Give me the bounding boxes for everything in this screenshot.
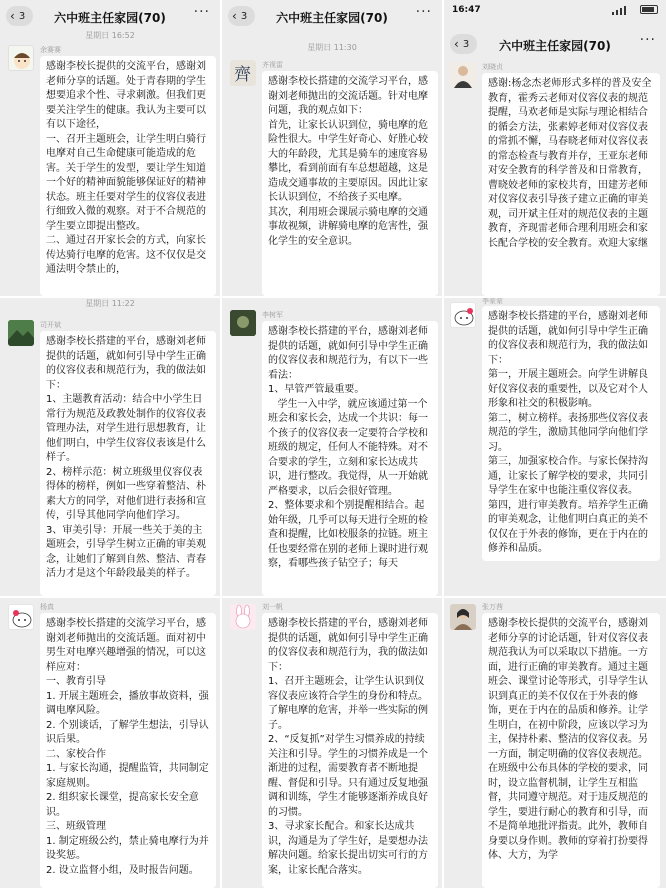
chat-panel-4 [0,298,220,596]
avatar[interactable] [230,310,256,336]
chat-panel-9 [444,598,666,888]
avatar[interactable] [8,604,34,630]
avatar[interactable] [8,45,34,71]
unread-badge: 3 [462,38,470,50]
sender-name: 刘一帆 [262,603,283,611]
avatar-photo-icon [230,310,256,336]
battery-icon [640,5,658,14]
message-bubble[interactable]: 感谢李校长搭建的交流学习平台，感谢刘老师抛出的交流话题。面对初中男生对电摩兴趣增强的情况，可以这样应对： 一、教育引导 1. 开展主题班会，播放事故资料，强调电摩风险。 2. 个别谈话，了解学生想法，引导认识后果。 二、家校合作 1. 与家长沟通，提醒监管，共同制定家庭规则。 2. 组织家长课堂，提高家长安全意识。 三、班级管理 1. 制定班级公约，禁止骑电摩行为并设奖惩。 2. 设立监督小组，及时报告问题。 [40,613,216,888]
chat-title: 六中班主任家园(70) [276,11,388,25]
sender-name: 张万茜 [482,603,503,611]
chevron-left-icon: ‹ [454,37,459,51]
chat-panel-1 [0,0,220,296]
chat-panel-6 [444,298,666,596]
avatar[interactable] [230,60,256,86]
more-icon[interactable]: ··· [193,4,210,20]
avatar[interactable] [450,62,476,88]
signal-icon [612,6,630,15]
timestamp: 星期日 11:30 [307,43,357,52]
message-bubble[interactable]: 感谢李校长提供的交流平台，感谢刘老师分享的讨论话题，针对仪容仪表规范我认为可以采取以下措施。一方面，进行正确的审美教育。通过主题班会、课堂讨论等形式，引导学生认识到真正的美不仅仅在于外表的修饰，更在于内在的品质和修养。让学生明白，在初中阶段，应该以学习为主，保持朴素、整洁的仪容仪表。另一方面，制定明确的仪容仪表规范。在班级中公布具体的学校的要求，同时，设立监督机制，让学生互相监督，共同遵守规范。对于违反规范的学生，要进行耐心的教育和引导，而不是简单地批评指责。此外，教师自身要以身作则。教师的穿着打扮要得体、大方，为学 [482,613,660,888]
status-bar [444,0,666,20]
message-bubble[interactable]: 感谢李校长提供的交流平台，感谢刘老师分享的话题。处于青春期的学生想要追求个性、寻求刺激。但我们更要关注学生的健康。我认为主要可以有以下途径， 一、召开主题班会，让学生明白骑行电摩对自己生命健康可能造成的危害。关于学生的发型，要让学生知道一个好的精神面貌能够保证好的精神状态。班主任要对学生的仪容仪表进行细致入微的观察。对于不合规范的学生要立即提出整改。 二、通过召开家长会的方式，向家长传达骑行电摩的危害。这不仅仅是交通法明令禁止的， [40,56,216,296]
sender-name: 齐视雷 [262,61,283,69]
message-bubble[interactable]: 感谢李校长搭建的交流学习平台，感谢刘老师抛出的交流话题。针对电摩问题，我的观点如下： 首先，让家长认识到位，骑电摩的危险性很大。中学生好奇心、好胜心较大的年龄段，尤其是骑车的速度容易攀比，看到前面有车总想超越，这是造成交通事故的主要原因。因此让家长认识到位，不给孩子买电摩。 其次，利用班会课展示骑电摩的交通事故视频，讲解骑电摩的危害性，强化学生的安全意识。 [262,71,438,296]
avatar-portrait-icon [450,604,476,630]
timestamp: 星期日 16:52 [85,31,135,40]
unread-badge: 3 [18,10,26,22]
avatar-bunny-icon [230,604,256,630]
sender-name: 刘晓贞 [482,63,503,71]
chat-header [444,20,666,56]
avatar-calligraphy-icon [230,60,256,86]
message-bubble[interactable]: 感谢李校长搭建的平台，感谢刘老师提供的话题，就如何引导中学生正确的仪容仪表和规范行为，我的做法如下： 第一，开展主题班会。向学生讲解良好仪容仪表的重要性，以及它对个人形象和社交的积极影响。 第二，树立榜样。表扬那些仪容仪表规范的学生，激励其他同学向他们学习。 第三，加强家校合作。与家长保持沟通，让家长了解学校的要求，共同引导学生在家中也能注重仪容仪表。 第四，进行审美教育。培养学生正确的审美观念，让他们明白真正的美不仅仅在于外表的修饰，更在于内在的修养和品质。 [482,306,660,561]
message-bubble[interactable]: 感谢李校长搭建的平台，感谢刘老师提供的话题，就如何引导中学生正确的仪容仪表和规范行为，我的做法如下： 1、召开主题班会，让学生认识到仪容仪表应该符合学生的身份和特点。了解电摩的危害，并举一些实际的例子。 2、“反复抓”对学生习惯养成的持续关注和引导。学生的习惯养成是一个渐进的过程，需要教育者不断地提醒、督促和引导。只有通过反复地强调和训练，学生才能够逐渐养成良好的习惯。 3、寻求家长配合。和家长达成共识，沟通是为了学生好，是要想办法解决问题。给家长提出切实可行的方案，让家长配合落实。 [262,613,438,888]
more-icon[interactable]: ··· [639,32,656,48]
message-bubble[interactable]: 感谢李校长搭建的平台，感谢刘老师提供的话题，就如何引导中学生正确的仪容仪表和规范行为，我的做法如下： 1、主题教育活动：结合中小学生日常行为规范及政教处制作的仪容仪表管理办法，对学生进行思想教育，让他们明白，中学生仪容仪表该是什么样子。 2、榜样示范：树立班级里仪容仪表得体的榜样，例如一些穿着整洁、朴素大方的同学，对他们进行表扬和宣传，引导其他同学向他们学习。 3、审美引导：开展一些关于美的主题班会，引导学生树立正确的审美观念，让她们了解到自然、整洁、青春活力才是这个年龄段最美的样子。 [40,331,216,596]
chat-title: 六中班主任家园(70) [54,11,166,25]
chevron-left-icon: ‹ [10,9,15,23]
sender-name: 杨真 [40,603,54,611]
sender-name: 李树军 [262,311,283,319]
message-bubble[interactable]: 感谢:杨念杰老师形式多样的普及安全教育，霍秀云老师对仪容仪表的规范提醒，马欢老师是实际与理论相结合的循会方法，张素婷老师对仪容仪表的常抓不懈，马春晓老师对仪容仪表的常态检查与教育并存，王亚东老师对安全教育的科学普及和日常教育，曹晓姣老师的家校共育，田建芳老师对仪容仪表引导孩子建立正确的审美观，司开斌主任对的规范仪表的主题教育，齐现雷老师合理利用班会和家长配合学校的安全教育。欢迎大家继 [482,73,660,296]
chat-panel-8 [222,598,442,888]
chat-panel-5 [222,298,442,596]
status-time: 16:47 [452,5,481,15]
chat-panel-2 [222,0,442,296]
avatar[interactable] [450,604,476,630]
avatar-kitty-icon [451,303,476,328]
chat-panel-7 [0,598,220,888]
avatar[interactable] [230,604,256,630]
avatar-kitty-icon [9,605,34,630]
avatar[interactable] [8,320,34,346]
avatar-landscape-icon [8,320,34,346]
chat-panel-3 [444,0,666,296]
timestamp: 星期日 11:22 [85,299,135,308]
avatar-figure-icon [450,62,476,88]
message-bubble[interactable]: 感谢李校长搭建的平台，感谢刘老师提供的话题，就如何引导中学生正确的仪容仪表和规范行为，有以下一些看法： 1、早管严管最重要。 学生一入中学，就应该通过第一个班会和家长会，达成一个共识：每一个孩子的仪容仪表一定要符合学校和班级的规定，任何人不能特殊。对不合要求的学生，立刻和家长达成共识，进行整改。我觉得，从一开始就严格要求，以后会很好管理。 2、整体要求和个别提醒相结合。起始年级，几乎可以每天进行全班的检查和提醒，比如校服条的拉链。班主任也要经常在别的老师上课时进行观察，看哪些孩子钻空子；每天 [262,321,438,596]
avatar[interactable] [450,302,476,328]
more-icon[interactable]: ··· [415,4,432,20]
sender-name: 李蒙蒙 [482,298,503,305]
avatar-cartoon-icon [9,46,34,71]
sender-name: 余赛赛 [40,46,61,54]
chevron-left-icon: ‹ [232,9,237,23]
svg-text:齊: 齊 [234,65,251,85]
sender-name: 司开斌 [40,321,61,329]
chat-header [222,0,442,36]
chat-title: 六中班主任家园(70) [499,39,611,53]
unread-badge: 3 [240,10,248,22]
